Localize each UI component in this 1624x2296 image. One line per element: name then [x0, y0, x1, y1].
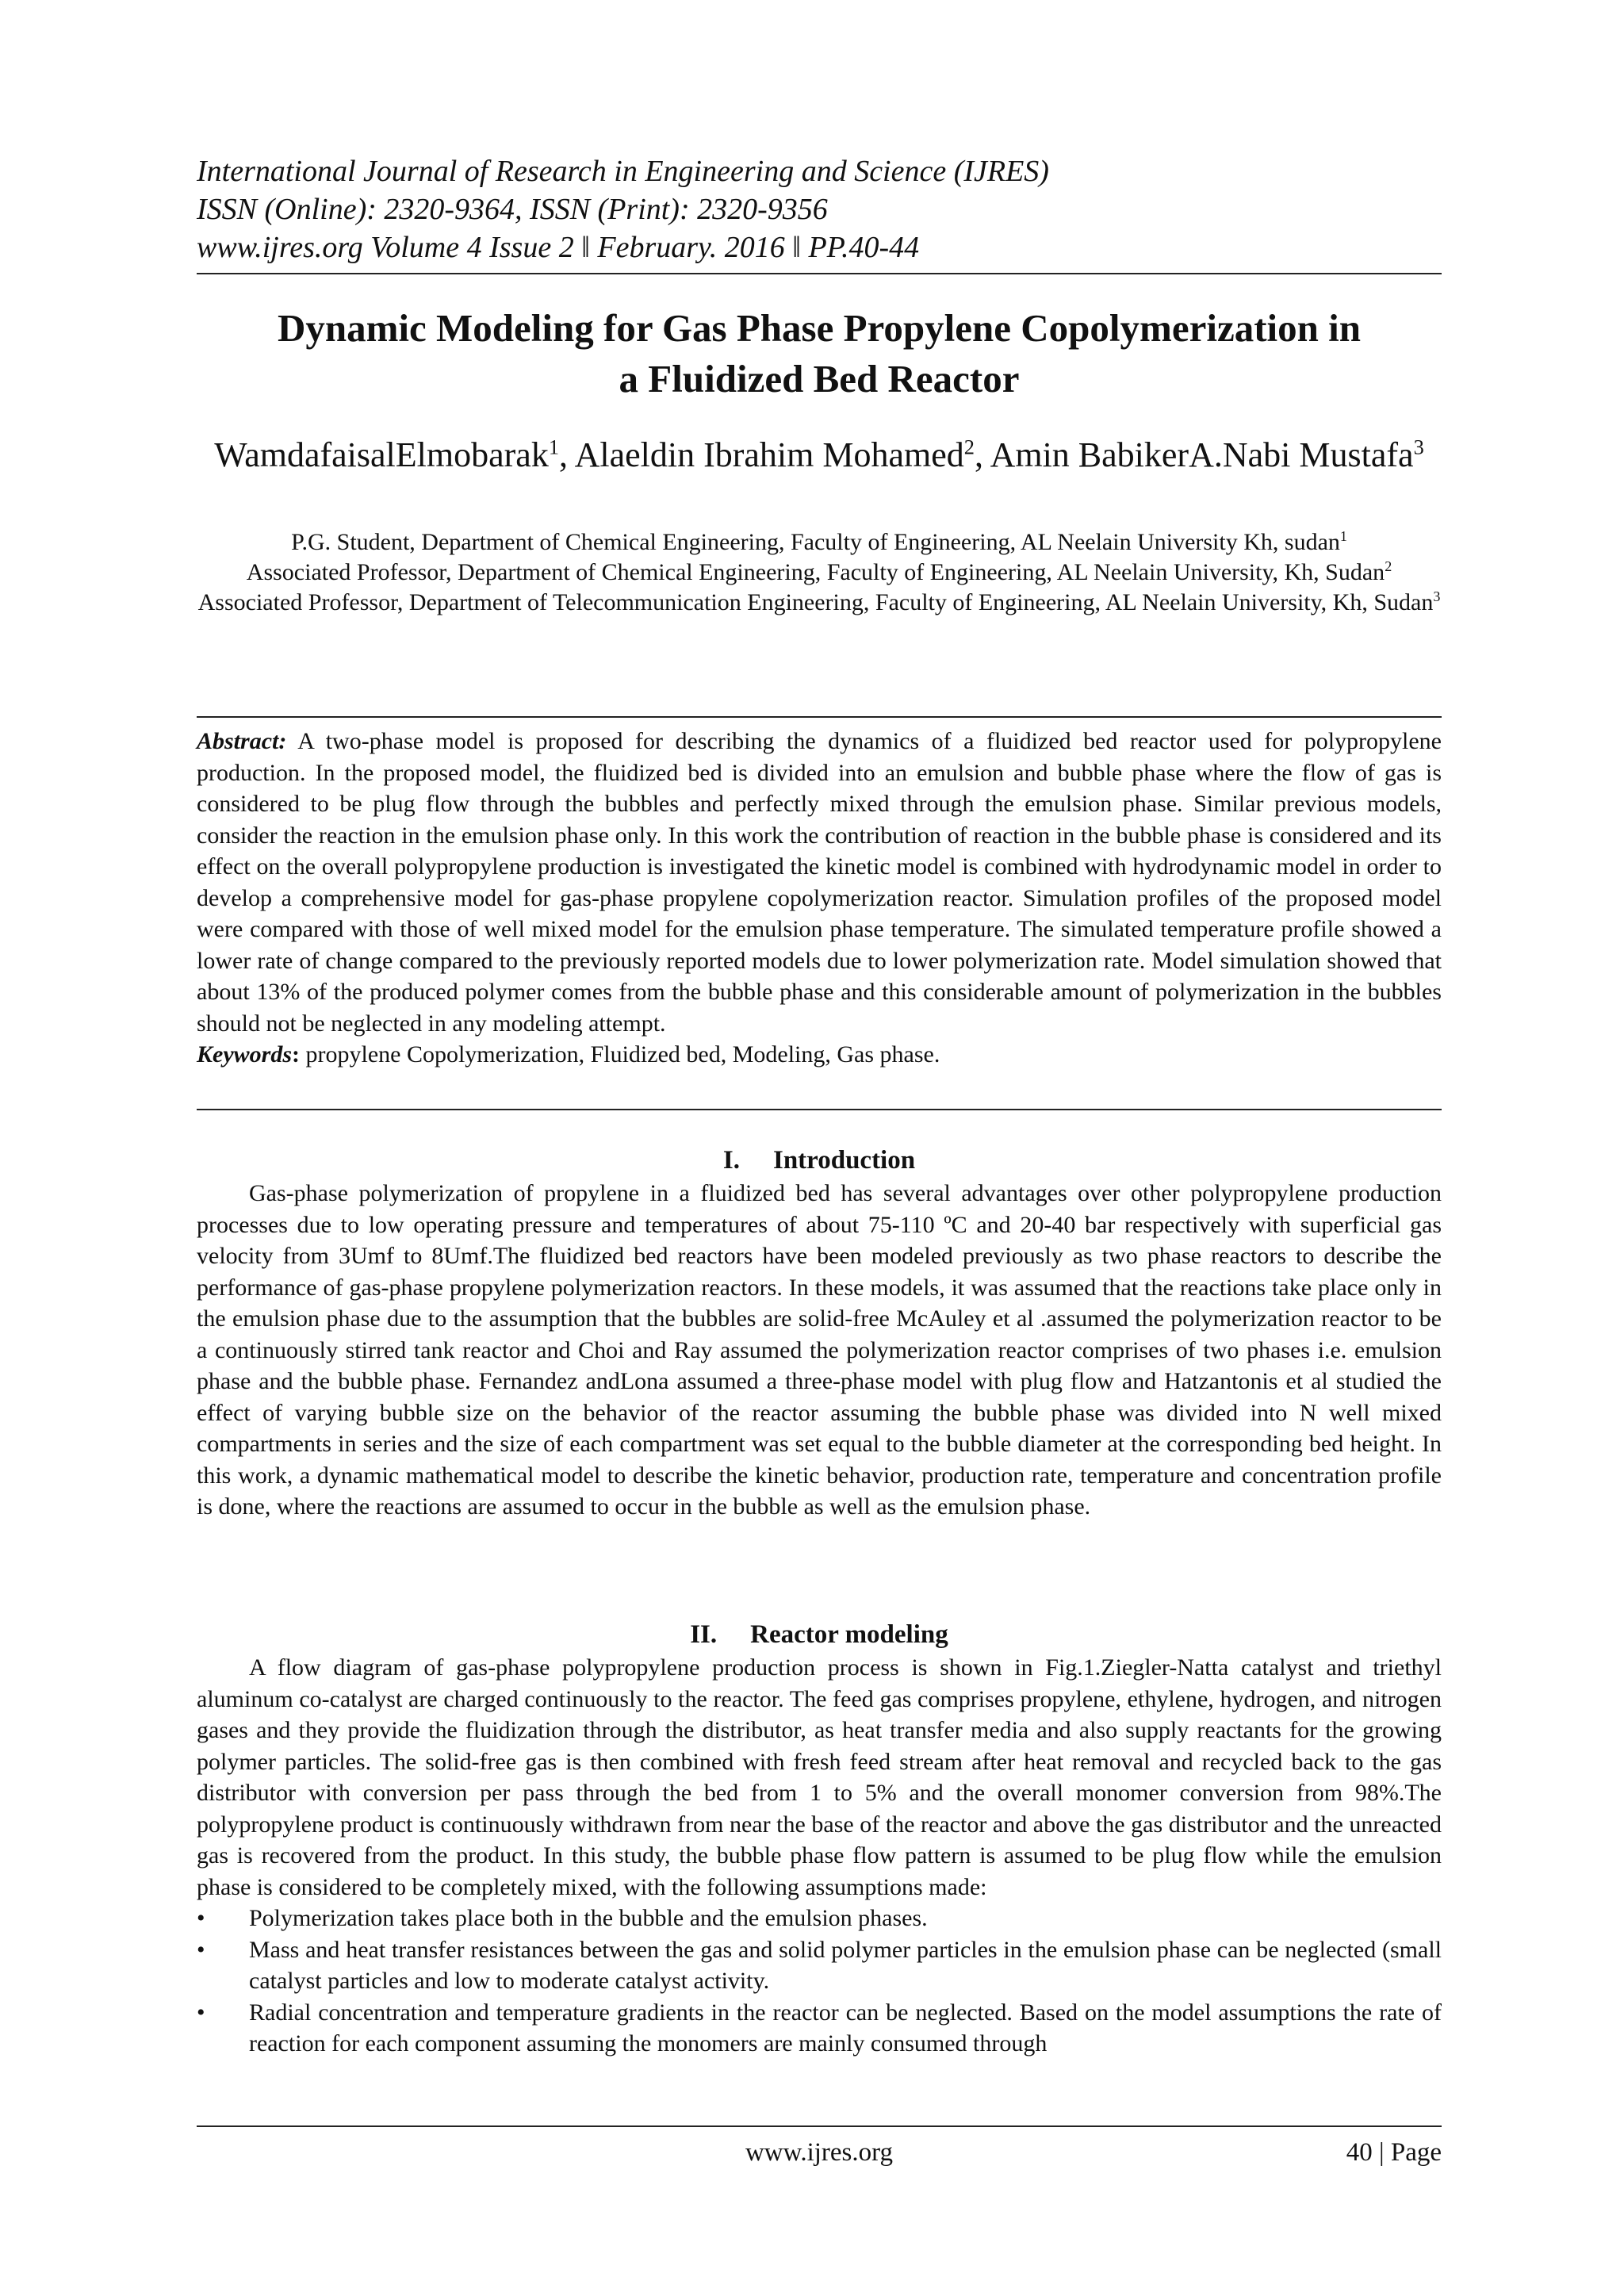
bullet-marker: •: [197, 1999, 205, 2026]
introduction-body: [197, 1178, 1442, 1523]
reactor-modeling-paragraph: A flow diagram of gas-phase polypropylene production process is shown in Fig.1.Ziegler-Natta catalyst and triethyl aluminum co-catalyst are charged continuously to the reactor. The feed gas comprises propylene, ethylene, hydrogen, and nitrogen gases and they provide the fluidization through the distributor, as heat transfer media and also supply reactants for the growing polymer particles. The solid-free gas is then combined with fresh feed stream after heat removal and recycled back to the gas distributor with conversion per pass through the bed from 1 to 5% and the overall monomer conversion from 98%.The polypropylene product is continuously withdrawn from near the base of the reactor and above the gas distributor and the unreacted gas is recovered from the product. In this study, the bubble phase flow pattern is assumed to be plug flow while the emulsion phase is considered to be completely mixed, with the following assumptions made:: [197, 1654, 1442, 1900]
journal-name: International Journal of Research in Engineering and Science (IJRES): [197, 155, 1049, 188]
author-list: [197, 432, 1442, 478]
section-heading-reactor-modeling: [197, 1619, 1442, 1650]
author-1-mark: 1: [548, 435, 560, 459]
list-item: [197, 1903, 1442, 1934]
affiliations: [197, 527, 1442, 618]
abstract-text: A two-phase model is proposed for describing the dynamics of a fluidized bed reactor used for polypropylene production. In the proposed model, the fluidized bed is divided into an emulsion and bubble phase where the flow of gas is considered to be plug flow through the bubbles and perfectly mixed through the emulsion phase. Similar previous models, consider the reaction in the emulsion phase only. In this work the contribution of reaction in the bubble phase is considered and its effect on the overall polypropylene production is investigated the kinetic model is combined with hydrodynamic model in order to develop a comprehensive model for gas-phase propylene copolymerization reactor. Simulation profiles of the proposed model were compared with those of well mixed model for the emulsion phase temperature. The simulated temperature profile showed a lower rate of change compared to the previously reported models due to lower polymerization rate. Model simulation showed that about 13% of the produced polymer comes from the bubble phase and this considerable amount of polymerization in the bubbles should not be neglected in any modeling attempt.: [197, 728, 1442, 1037]
page-number: 40 | Page: [1346, 2138, 1442, 2167]
abstract-label: Abstract:: [197, 728, 287, 754]
list-item-text: Polymerization takes place both in the bubble and the emulsion phases.: [249, 1905, 928, 1931]
affiliation-2-text: Associated Professor, Department of Chemical Engineering, Faculty of Engineering, AL Neelain University, Kh, Sudan: [246, 559, 1385, 585]
list-item: [197, 1934, 1442, 1997]
affiliation-3-text: Associated Professor, Department of Telecommunication Engineering, Faculty of Engineering, AL Neelain University, Kh, Sudan: [197, 589, 1434, 615]
title-line-1: Dynamic Modeling for Gas Phase Propylene Copolymerization in: [277, 306, 1362, 350]
keywords-colon: :: [292, 1041, 300, 1068]
introduction-paragraph: Gas-phase polymerization of propylene in a fluidized bed has several advantages over other polypropylene production processes due to low operating pressure and temperatures of about 75-110 ºC and 20-40 bar respectively with superficial gas velocity from 3Umf to 8Umf.The fluidized bed reactors have been modeled previously as two phase reactors to describe the performance of gas-phase propylene polymerization reactors. In these models, it was assumed that the reactions take place only in the emulsion phase due to the assumption that the bubbles are solid-free McAuley et al .assumed the polymerization reactor to be a continuously stirred tank reactor and Choi and Ray assumed the polymerization reactor comprises of two phases i.e. emulsion phase and the bubble phase. Fernandez andLona assumed a three-phase model with plug flow and Hatzantonis et al studied the effect of varying bubble size on the behavior of the reactor assuming the bubble phase was divided into N well mixed compartments in series and the size of each compartment was set equal to the bubble diameter at the corresponding bed height. In this work, a dynamic mathematical model to describe the kinetic behavior, production rate, temperature and concentration profile is done, where the reactions are assumed to occur in the bubble as well as the emulsion phase.: [197, 1180, 1442, 1520]
abstract-paragraph: [197, 726, 1442, 1039]
author-1: WamdafaisalElmobarak: [214, 435, 549, 474]
abstract-top-rule: [197, 716, 1442, 718]
keywords-text: propylene Copolymerization, Fluidized bed, Modeling, Gas phase.: [300, 1041, 940, 1068]
author-3-mark: 3: [1413, 435, 1424, 459]
assumptions-list: [197, 1903, 1442, 2060]
author-3: , Amin BabikerA.Nabi Mustafa: [975, 435, 1414, 474]
abstract: [197, 726, 1442, 1071]
keywords-line: [197, 1039, 1442, 1071]
reactor-modeling-body: [197, 1652, 1442, 2060]
section-title: Reactor modeling: [750, 1620, 948, 1649]
author-2-mark: 2: [963, 435, 975, 459]
journal-header: [197, 152, 1442, 266]
abstract-bottom-rule: [197, 1109, 1442, 1110]
section-number: I.: [722, 1146, 740, 1175]
footer-website: www.ijres.org: [745, 2138, 894, 2167]
list-item: [197, 1997, 1442, 2060]
list-item-text: Radial concentration and temperature gradients in the reactor can be neglected. Based on the model assumptions the rate of reaction for each component assuming the monomers are mainly consumed through: [249, 1999, 1442, 2056]
keywords-label: Keywords: [197, 1041, 292, 1068]
affiliation-3: [197, 588, 1442, 618]
paper-title: [197, 303, 1442, 404]
bullet-marker: •: [197, 1905, 205, 1931]
list-item-text: Mass and heat transfer resistances between the gas and solid polymer particles in the emulsion phase can be neglected (small catalyst particles and low to moderate catalyst activity.: [249, 1936, 1442, 1994]
affiliation-1-text: P.G. Student, Department of Chemical Engineering, Faculty of Engineering, AL Neelain University Kh, sudan: [291, 529, 1340, 555]
footer-rule: [197, 2125, 1442, 2127]
section-heading-introduction: [197, 1144, 1442, 1176]
affiliation-1-mark: 1: [1339, 528, 1347, 544]
header-rule: [197, 273, 1442, 274]
author-2: , Alaeldin Ibrahim Mohamed: [559, 435, 964, 474]
affiliation-1: [197, 527, 1442, 558]
title-line-2: a Fluidized Bed Reactor: [619, 357, 1020, 401]
affiliation-2: [197, 558, 1442, 588]
page-footer: [197, 2135, 1442, 2171]
affiliation-2-mark: 2: [1385, 558, 1392, 574]
journal-issn: ISSN (Online): 2320-9364, ISSN (Print): 2320-9356: [197, 193, 828, 226]
affiliation-3-mark: 3: [1433, 588, 1441, 604]
section-number: II.: [690, 1620, 718, 1649]
journal-issue: www.ijres.org Volume 4 Issue 2 ǁ February. 2016 ǁ PP.40-44: [197, 231, 920, 264]
section-title: Introduction: [772, 1146, 916, 1175]
bullet-marker: •: [197, 1936, 205, 1963]
